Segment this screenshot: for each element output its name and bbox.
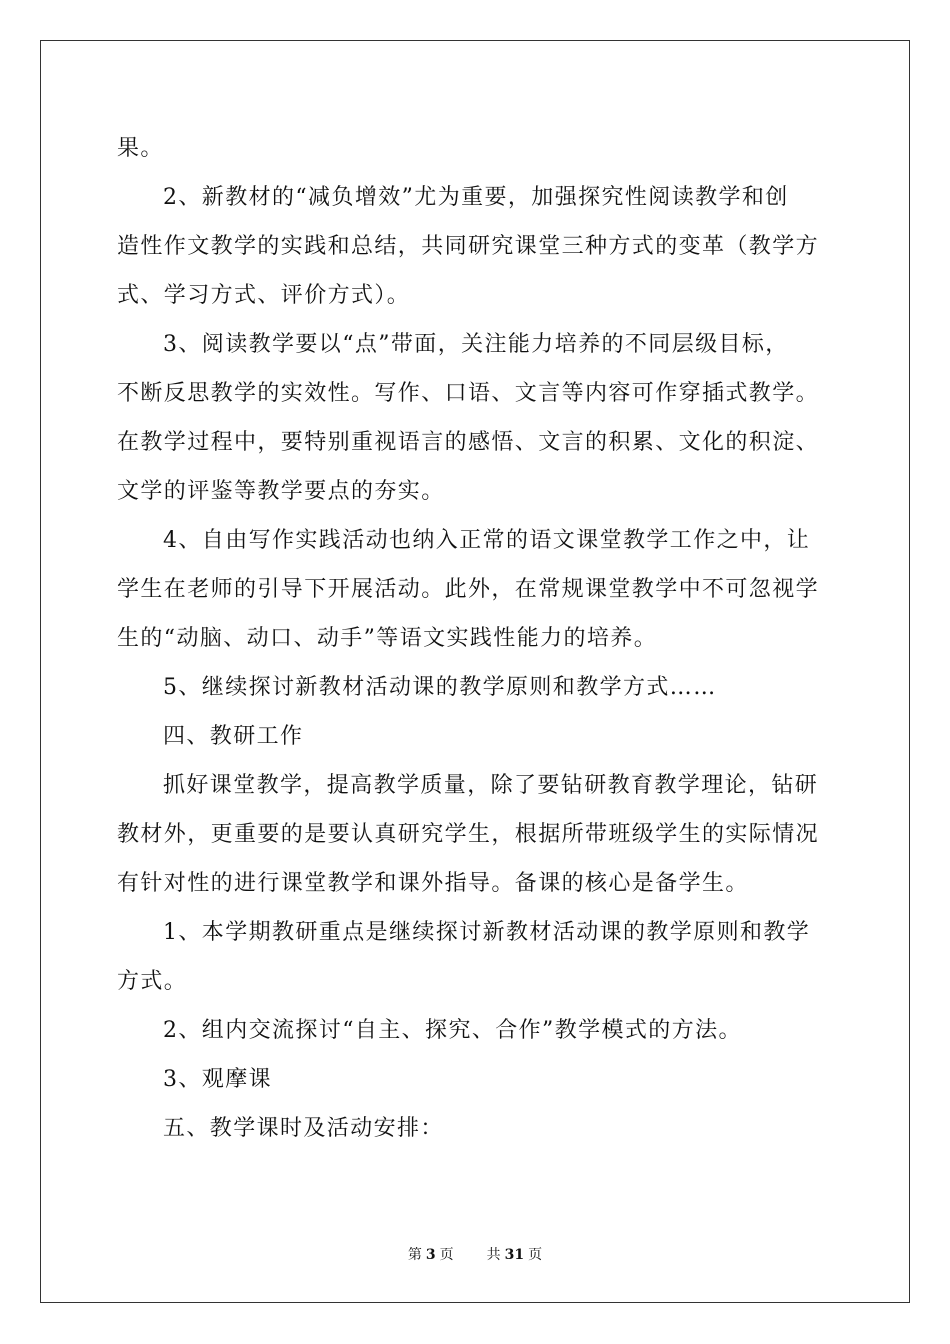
text-line: 方式。	[117, 969, 188, 994]
text-line: 学生在老师的引导下开展活动。此外，在常规课堂教学中不可忽视学	[117, 577, 820, 602]
total-pages-label	[485, 1247, 544, 1263]
text-line: 1、本学期教研重点是继续探讨新教材活动课的教学原则和教学	[163, 920, 811, 945]
text-line: 不断反思教学的实效性。写作、口语、文言等内容可作穿插式教学。	[117, 381, 820, 406]
text-line: 2、新教材的“减负增效”尤为重要，加强探究性阅读教学和创	[163, 185, 789, 210]
text-line: 2、组内交流探讨“自主、探究、合作”教学模式的方法。	[163, 1018, 742, 1043]
text-line: 造性作文教学的实践和总结，共同研究课堂三种方式的变革（教学方	[117, 234, 820, 259]
total-prefix: 共	[486, 1247, 501, 1263]
text-line: 抓好课堂教学，提高教学质量，除了要钻研教育教学理论，钻研	[163, 773, 819, 798]
section-heading: 四、教研工作	[163, 724, 304, 749]
document-body	[117, 124, 833, 1153]
total-page-count: 31	[504, 1247, 525, 1263]
text-line: 4、自由写作实践活动也纳入正常的语文课堂教学工作之中，让	[163, 528, 811, 553]
page-prefix: 第	[407, 1247, 422, 1263]
text-line: 果。	[117, 136, 164, 161]
text-line: 3、观摩课	[163, 1067, 272, 1092]
page-suffix: 页	[439, 1247, 454, 1263]
text-line: 教材外，更重要的是要认真研究学生，根据所带班级学生的实际情况	[117, 822, 820, 847]
page-number-label	[406, 1247, 456, 1263]
page-footer	[0, 1245, 950, 1265]
text-line: 式、学习方式、评价方式）。	[117, 283, 411, 308]
total-suffix: 页	[528, 1247, 543, 1263]
text-line: 有针对性的进行课堂教学和课外指导。备课的核心是备学生。	[117, 871, 749, 896]
text-line: 在教学过程中，要特别重视语言的感悟、文言的积累、文化的积淀、	[117, 430, 820, 455]
current-page-number: 3	[425, 1247, 436, 1263]
text-line: 5、继续探讨新教材活动课的教学原则和教学方式……	[163, 675, 717, 700]
text-line: 文学的评鉴等教学要点的夯实。	[117, 479, 445, 504]
section-heading: 五、教学课时及活动安排：	[163, 1116, 444, 1141]
text-line: 生的“动脑、动口、动手”等语文实践性能力的培养。	[117, 626, 658, 651]
text-line: 3、阅读教学要以“点”带面，关注能力培养的不同层级目标，	[163, 332, 789, 357]
